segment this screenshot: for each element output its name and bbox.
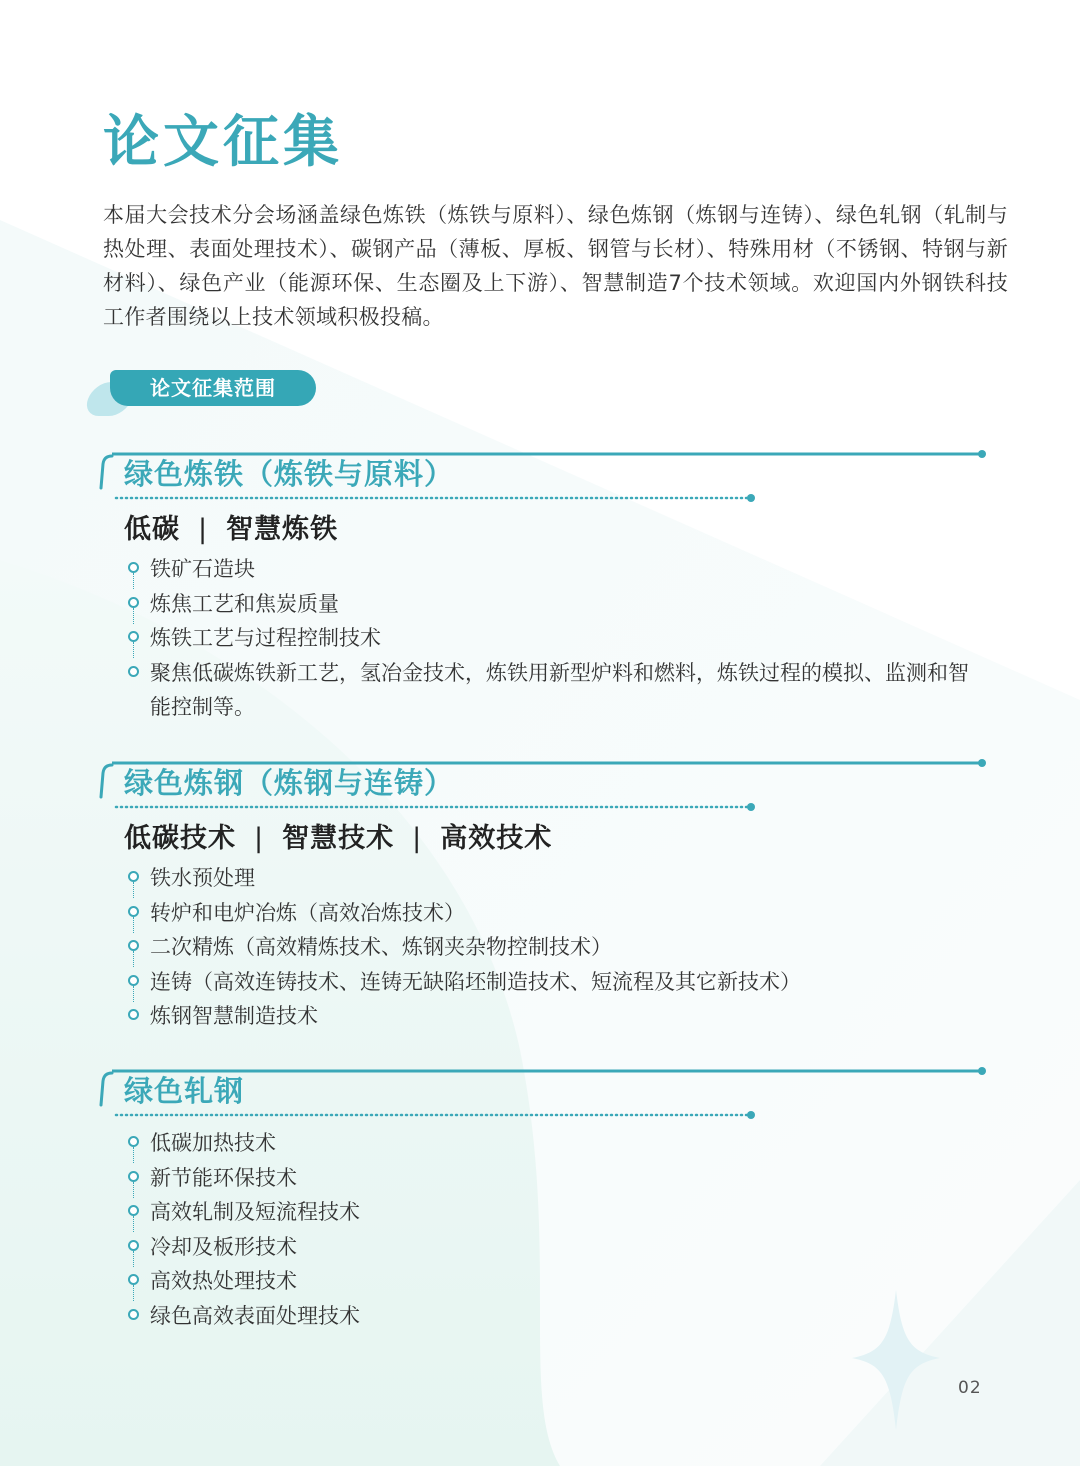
section-header [0,448,1080,508]
list-item: 高效轧制及短流程技术 [128,1195,988,1230]
bullet-icon [128,631,139,642]
section-keywords [124,819,552,859]
item-list [128,861,988,1034]
keyword-separator: | [412,823,423,854]
bullet-icon [128,975,139,986]
bullet-icon [128,1274,139,1285]
keyword: 低碳技术 [124,823,236,854]
list-item: 聚焦低碳炼铁新工艺，氢冶金技术，炼铁用新型炉料和燃料，炼铁过程的模拟、监测和智能控制等。 [128,656,988,725]
list-item: 铁矿石造块 [128,552,988,587]
bullet-icon [128,1136,139,1147]
keyword: 智慧技术 [282,823,395,854]
keyword: 低碳 [124,514,180,545]
list-item: 炼钢智慧制造技术 [128,999,988,1034]
keyword: 高效技术 [440,823,553,854]
list-item: 炼焦工艺和焦炭质量 [128,587,988,622]
section-title: 绿色炼铁（炼铁与原料） [124,457,455,491]
list-item: 高效热处理技术 [128,1264,988,1299]
list-item: 二次精炼（高效精炼技术、炼钢夹杂物控制技术） [128,930,988,965]
bullet-icon [128,1205,139,1216]
bullet-icon [128,1240,139,1251]
item-list [128,552,988,725]
bullet-icon [128,906,139,917]
section-title: 绿色炼钢（炼钢与连铸） [124,766,455,800]
list-item: 低碳加热技术 [128,1126,988,1161]
list-item: 转炉和电炉冶炼（高效冶炼技术） [128,896,988,931]
list-item: 炼铁工艺与过程控制技术 [128,621,988,656]
scope-label: 论文征集范围 [110,370,316,406]
bullet-icon [128,562,139,573]
section-header [0,757,1080,817]
scope-label-badge [88,368,320,418]
bullet-icon [128,871,139,882]
bullet-icon [128,1309,139,1320]
list-item: 新节能环保技术 [128,1161,988,1196]
keyword-separator: | [254,823,265,854]
bullet-icon [128,1171,139,1182]
section-header [0,1065,1080,1125]
list-item: 冷却及板形技术 [128,1230,988,1265]
bullet-icon [128,597,139,608]
list-item: 绿色高效表面处理技术 [128,1299,988,1334]
keyword-separator: | [198,514,209,545]
page-number: 02 [958,1378,982,1398]
list-item: 连铸（高效连铸技术、连铸无缺陷坯制造技术、短流程及其它新技术） [128,965,988,1000]
bullet-icon [128,666,139,677]
section-keywords [124,510,338,550]
bullet-icon [128,940,139,951]
list-item: 铁水预处理 [128,861,988,896]
bullet-icon [128,1009,139,1020]
intro-paragraph: 本届大会技术分会场涵盖绿色炼铁（炼铁与原料）、绿色炼钢（炼钢与连铸）、绿色轧钢（轧制与热处理、表面处理技术）、碳钢产品（薄板、厚板、钢管与长材）、特殊用材（不锈钢、特钢与新材料）、绿色产业（能源环保、生态圈及上下游）、智慧制造7个技术领域。欢迎国内外钢铁科技工作者围绕以上技术领域积极投稿。 [103,203,1008,329]
item-list [128,1126,988,1333]
page-title: 论文征集 [103,110,343,175]
keyword: 智慧炼铁 [226,514,339,545]
section-title: 绿色轧钢 [124,1074,245,1108]
